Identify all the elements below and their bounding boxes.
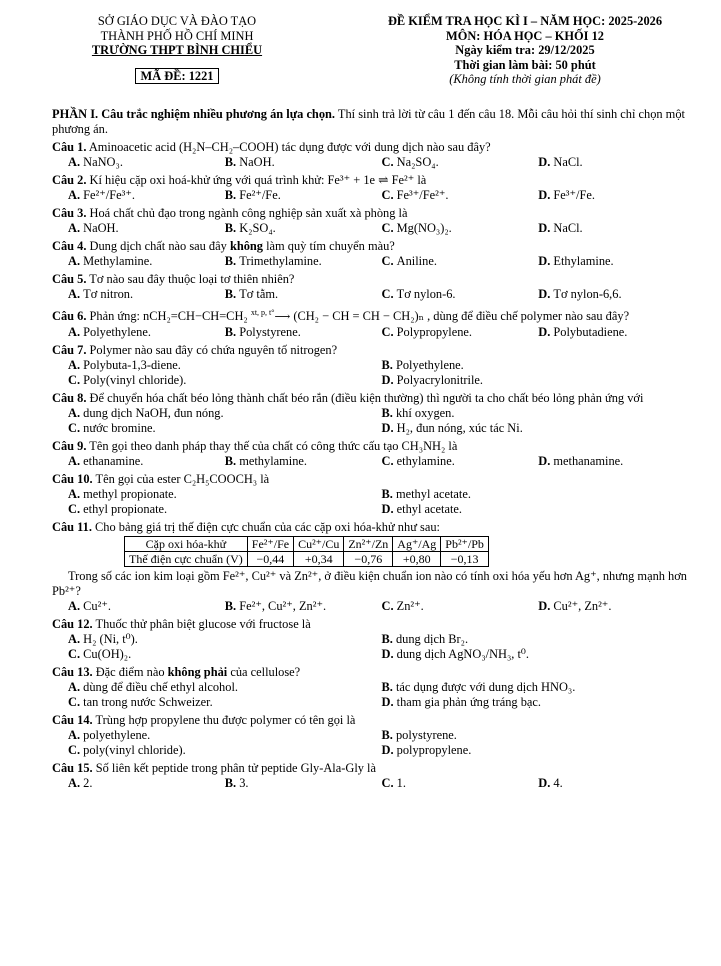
question-text: Hoá chất chủ đạo trong ngành công nghiệp sản xuất xà phòng là <box>86 205 408 220</box>
question-11-text2: Trong số các ion kim loại gồm Fe²⁺, Cu²⁺ và Zn²⁺, ở điều kiện chuẩn ion nào có tính oxi hóa yếu hơn Ag⁺, nhưng mạnh hơn Pb²⁺? <box>52 568 688 598</box>
option-label: C. <box>68 742 84 757</box>
option-text: Methylamine. <box>83 253 153 268</box>
option-label: A. <box>68 187 84 202</box>
table-cell: Zn²⁺/Zn <box>344 536 393 551</box>
option-a <box>68 358 382 373</box>
option-b <box>225 599 382 614</box>
question-number: Câu 8. <box>52 390 87 405</box>
option-a <box>68 325 225 340</box>
option-text: methanamine. <box>553 453 624 468</box>
potential-table <box>124 536 489 567</box>
option-label: D. <box>381 501 397 516</box>
option-d <box>538 188 695 203</box>
exam-date: Ngày kiểm tra: 29/12/2025 <box>455 43 595 57</box>
option-label: A. <box>68 486 84 501</box>
option-label: D. <box>538 220 554 235</box>
table-cell: +0,34 <box>294 551 344 566</box>
option-b <box>382 406 696 421</box>
option-text: polypropylene. <box>396 742 472 757</box>
option-text: ethanamine. <box>83 453 144 468</box>
option-c <box>382 776 539 791</box>
question-text: Tơ nào sau đây thuộc loại tơ thiên nhiên? <box>86 271 295 286</box>
option-c <box>382 599 539 614</box>
option-c <box>382 254 539 269</box>
options-15 <box>52 776 695 791</box>
option-a <box>68 406 382 421</box>
question-8 <box>52 391 695 406</box>
option-text: dung dịch NaOH, đun nóng. <box>83 405 224 420</box>
option-c <box>68 695 382 710</box>
option-text: Tơ nitron. <box>83 286 134 301</box>
option-text: tan trong nước Schweizer. <box>83 694 213 709</box>
question-text: Phản ứng: nCH₂=CH−CH=CH₂ <box>86 308 251 323</box>
option-label: C. <box>381 324 397 339</box>
option-label: A. <box>68 220 84 235</box>
option-text: Poly(vinyl chloride). <box>83 372 187 387</box>
option-text: Polystyrene. <box>239 324 301 339</box>
option-d <box>382 373 696 388</box>
table-cell: −0,44 <box>247 551 293 566</box>
options-8a <box>52 406 695 421</box>
option-label: C. <box>381 220 397 235</box>
option-label: A. <box>68 154 84 169</box>
question-12 <box>52 617 695 632</box>
option-b <box>382 358 696 373</box>
option-text: Polypropylene. <box>396 324 473 339</box>
option-text: methyl propionate. <box>83 486 177 501</box>
option-c <box>68 743 382 758</box>
option-label: D. <box>538 775 554 790</box>
option-label: B. <box>224 253 240 268</box>
option-label: A. <box>68 727 84 742</box>
option-a <box>68 599 225 614</box>
option-text: Cu(OH)₂. <box>83 646 132 661</box>
option-label: C. <box>68 694 84 709</box>
question-text: (CH₂ − CH = CH − CH₂)ₙ , dùng để điều chế polymer nào sau đây? <box>290 308 630 323</box>
option-a <box>68 254 225 269</box>
question-number: Câu 2. <box>52 172 87 187</box>
duration: Thời gian làm bài: 50 phút <box>454 57 596 72</box>
option-text: Fe²⁺/Fe³⁺. <box>83 187 135 202</box>
option-a <box>68 155 225 170</box>
school: TRƯỜNG THPT BÌNH CHIỂU <box>91 43 263 57</box>
question-1 <box>52 140 695 155</box>
option-a <box>68 188 225 203</box>
option-label: B. <box>381 631 396 646</box>
question-text: Aminoacetic acid (H₂N–CH₂–COOH) tác dụng được với dung dịch nào sau đây? <box>86 139 491 154</box>
question-number: Câu 7. <box>52 342 87 357</box>
option-label: B. <box>381 727 396 742</box>
option-text: NaOH. <box>83 220 119 235</box>
option-label: B. <box>224 453 240 468</box>
option-text: Zn²⁺. <box>396 598 424 613</box>
option-label: B. <box>224 220 240 235</box>
option-b <box>225 221 382 236</box>
option-b <box>225 325 382 340</box>
option-b <box>225 776 382 791</box>
option-c <box>68 421 382 436</box>
option-label: D. <box>538 286 554 301</box>
option-text: khí oxygen. <box>395 405 455 420</box>
option-label: A. <box>68 598 84 613</box>
option-b <box>225 188 382 203</box>
question-13 <box>52 665 695 680</box>
option-label: C. <box>381 775 397 790</box>
option-label: A. <box>68 253 84 268</box>
option-b <box>225 254 382 269</box>
part1-title: PHẦN I. Câu trắc nghiệm nhiều phương án lựa chọn. <box>52 106 336 121</box>
question-text: Tên gọi của ester C₂H₅COOCH₃ là <box>92 471 270 486</box>
question-11 <box>52 520 695 535</box>
part1-desc: Thí sinh trả lời từ câu 1 đến câu 18. Mỗi câu hỏi thí sinh chỉ chọn một phương án. <box>52 106 685 136</box>
option-c <box>382 221 539 236</box>
option-a <box>68 632 382 647</box>
table-cell: Cặp oxi hóa-khử <box>125 536 248 551</box>
options-14a <box>52 728 695 743</box>
option-label: D. <box>538 187 554 202</box>
option-text: nước bromine. <box>83 420 156 435</box>
options-13b <box>52 695 695 710</box>
table-cell: Ag⁺/Ag <box>393 536 441 551</box>
options-1 <box>52 155 695 170</box>
option-label: C. <box>68 646 84 661</box>
option-text: NaNO₃. <box>83 154 123 169</box>
option-d <box>382 695 696 710</box>
option-text: 1. <box>396 775 406 790</box>
option-c <box>68 502 382 517</box>
option-label: D. <box>381 372 397 387</box>
reaction-condition: xt, p, t° <box>250 307 275 317</box>
option-label: C. <box>381 453 397 468</box>
question-9 <box>52 439 695 454</box>
question-text: Tên gọi theo danh pháp thay thế của chất có công thức cấu tạo CH₃NH₂ là <box>86 438 458 453</box>
arrow-icon: ⟶ <box>274 310 291 323</box>
option-a <box>68 680 382 695</box>
option-text: H₂ (Ni, t⁰). <box>83 631 138 646</box>
city: THÀNH PHỐ HỒ CHÍ MINH <box>100 28 254 43</box>
option-label: A. <box>68 324 84 339</box>
option-label: B. <box>381 679 396 694</box>
option-d <box>382 647 696 662</box>
option-a <box>68 454 225 469</box>
option-label: B. <box>381 405 396 420</box>
option-d <box>538 325 695 340</box>
option-label: A. <box>68 775 84 790</box>
option-text: dung dịch AgNO₃/NH₃, t⁰. <box>396 646 530 661</box>
option-text: Polybuta-1,3-diene. <box>83 357 181 372</box>
option-label: A. <box>68 357 84 372</box>
option-text: dùng để điều chế ethyl alcohol. <box>83 679 238 694</box>
option-c <box>382 325 539 340</box>
option-text: NaCl. <box>553 154 583 169</box>
option-label: C. <box>381 187 397 202</box>
option-label: D. <box>538 598 554 613</box>
option-text: Na₂SO₄. <box>396 154 439 169</box>
option-text: methyl acetate. <box>395 486 471 501</box>
option-label: D. <box>381 420 397 435</box>
question-15 <box>52 761 695 776</box>
option-d <box>382 502 696 517</box>
exam-title: ĐỀ KIỂM TRA HỌC KÌ I – NĂM HỌC: 2025-2026 <box>387 14 663 28</box>
option-label: A. <box>68 405 84 420</box>
options-9 <box>52 454 695 469</box>
option-text: poly(vinyl chloride). <box>83 742 186 757</box>
option-label: C. <box>381 286 397 301</box>
option-text: polystyrene. <box>395 727 457 742</box>
option-label: D. <box>538 453 554 468</box>
option-label: C. <box>68 501 84 516</box>
question-number: Câu 13. <box>52 664 93 679</box>
option-label: D. <box>381 694 397 709</box>
header <box>52 14 695 87</box>
option-d <box>538 287 695 302</box>
options-5 <box>52 287 695 302</box>
option-text: 3. <box>239 775 249 790</box>
question-text: Dung dịch chất nào sau đây <box>86 238 230 253</box>
option-text: ethyl propionate. <box>83 501 168 516</box>
option-d <box>538 776 695 791</box>
option-a <box>68 221 225 236</box>
question-6 <box>52 305 695 325</box>
option-text: Fe³⁺/Fe. <box>553 187 595 202</box>
option-a <box>68 287 225 302</box>
option-d <box>538 599 695 614</box>
option-b <box>382 487 696 502</box>
option-c <box>68 373 382 388</box>
option-text: Fe³⁺/Fe²⁺. <box>396 187 449 202</box>
options-8b <box>52 421 695 436</box>
option-b <box>382 728 696 743</box>
exam-code: MÃ ĐỀ: 1221 <box>135 68 220 85</box>
option-label: D. <box>538 324 554 339</box>
question-number: Câu 5. <box>52 271 87 286</box>
option-text: Cu²⁺. <box>83 598 111 613</box>
option-text: tác dụng được với dung dịch HNO₃. <box>395 679 576 694</box>
option-text: Polyethylene. <box>83 324 151 339</box>
option-label: A. <box>68 453 84 468</box>
option-label: B. <box>224 598 240 613</box>
option-text: Mg(NO₃)₂. <box>396 220 452 235</box>
option-label: B. <box>381 357 396 372</box>
option-text: K₂SO₄. <box>239 220 276 235</box>
question-text: Cho bảng giá trị thế điện cực chuẩn của các cặp oxi hóa-khử như sau: <box>91 519 440 534</box>
table-row <box>125 551 489 566</box>
option-text: tham gia phản ứng tráng bạc. <box>396 694 541 709</box>
options-4 <box>52 254 695 269</box>
option-text: Polyacrylonitrile. <box>396 372 484 387</box>
option-b <box>382 680 696 695</box>
table-cell: Thế điện cực chuẩn (V) <box>125 551 248 566</box>
question-number: Câu 11. <box>52 519 92 534</box>
option-text: Aniline. <box>396 253 437 268</box>
options-6 <box>52 325 695 340</box>
option-label: C. <box>381 598 397 613</box>
option-d <box>538 155 695 170</box>
question-number: Câu 10. <box>52 471 93 486</box>
question-emphasis: không <box>229 238 264 253</box>
question-number: Câu 12. <box>52 616 93 631</box>
option-text: H₂, đun nóng, xúc tác Ni. <box>396 420 523 435</box>
options-2 <box>52 188 695 203</box>
option-text: 2. <box>83 775 93 790</box>
question-5 <box>52 272 695 287</box>
table-cell: Fe²⁺/Fe <box>247 536 293 551</box>
options-10a <box>52 487 695 502</box>
question-3 <box>52 206 695 221</box>
option-text: Polybutadiene. <box>553 324 628 339</box>
option-c <box>382 155 539 170</box>
option-text: NaCl. <box>553 220 583 235</box>
option-c <box>382 188 539 203</box>
option-text: ethylamine. <box>396 453 455 468</box>
question-number: Câu 3. <box>52 205 87 220</box>
option-b <box>382 632 696 647</box>
question-10 <box>52 472 695 487</box>
question-number: Câu 4. <box>52 238 87 253</box>
department: SỞ GIÁO DỤC VÀ ĐÀO TẠO <box>97 14 257 28</box>
options-7b <box>52 373 695 388</box>
question-14 <box>52 713 695 728</box>
option-label: D. <box>381 646 397 661</box>
question-text: Thuốc thử phân biệt glucose với fructose là <box>92 616 311 631</box>
option-label: C. <box>68 420 84 435</box>
option-d <box>538 454 695 469</box>
table-cell: Pb²⁺/Pb <box>441 536 489 551</box>
question-number: Câu 6. <box>52 308 87 323</box>
question-number: Câu 1. <box>52 139 87 154</box>
option-a <box>68 487 382 502</box>
option-text: Tơ tằm. <box>239 286 279 301</box>
options-12b <box>52 647 695 662</box>
question-text: Polymer nào sau đây có chứa nguyên tố nitrogen? <box>86 342 338 357</box>
option-text: Ethylamine. <box>553 253 614 268</box>
table-cell: −0,76 <box>344 551 393 566</box>
header-left <box>52 14 302 87</box>
option-text: Tơ nylon-6,6. <box>553 286 622 301</box>
question-number: Câu 14. <box>52 712 93 727</box>
question-text: của cellulose? <box>227 664 301 679</box>
option-text: Fe²⁺, Cu²⁺, Zn²⁺. <box>239 598 327 613</box>
option-text: Polyethylene. <box>395 357 464 372</box>
option-text: ethyl acetate. <box>396 501 463 516</box>
part1-instructions <box>52 107 695 137</box>
table-cell: −0,13 <box>441 551 489 566</box>
options-3 <box>52 221 695 236</box>
option-text: Fe²⁺/Fe. <box>239 187 281 202</box>
question-text: Kí hiệu cặp oxi hoá-khử ứng với quá trình khử: Fe³⁺ + 1e ⇌ Fe²⁺ là <box>86 172 427 187</box>
option-d <box>538 221 695 236</box>
option-label: A. <box>68 631 84 646</box>
question-number: Câu 15. <box>52 760 93 775</box>
option-label: B. <box>224 154 240 169</box>
option-b <box>225 155 382 170</box>
option-label: B. <box>224 286 240 301</box>
question-text: Số liên kết peptide trong phân tử peptide Gly-Ala-Gly là <box>92 760 377 775</box>
option-d <box>382 421 696 436</box>
option-text: Cu²⁺, Zn²⁺. <box>553 598 612 613</box>
reaction-arrow <box>251 305 290 325</box>
question-text: Đặc điểm nào <box>92 664 168 679</box>
option-c <box>68 647 382 662</box>
header-right <box>355 14 695 87</box>
option-label: C. <box>381 253 397 268</box>
options-10b <box>52 502 695 517</box>
option-text: Tơ nylon-6. <box>396 286 456 301</box>
question-text: Để chuyển hóa chất béo lỏng thành chất béo rắn (điều kiện thường) thì người ta cho chất béo lỏng phản ứng với <box>86 390 644 405</box>
option-text: 4. <box>553 775 563 790</box>
option-label: D. <box>538 154 554 169</box>
option-label: B. <box>224 187 240 202</box>
option-a <box>68 776 225 791</box>
subject: MÔN: HÓA HỌC – KHỐI 12 <box>446 28 604 43</box>
option-c <box>382 287 539 302</box>
question-4 <box>52 239 695 254</box>
option-d <box>538 254 695 269</box>
option-label: D. <box>538 253 554 268</box>
option-text: polyethylene. <box>83 727 151 742</box>
question-number: Câu 9. <box>52 438 87 453</box>
option-label: C. <box>68 372 84 387</box>
option-label: D. <box>381 742 397 757</box>
option-a <box>68 728 382 743</box>
option-text: methylamine. <box>239 453 308 468</box>
option-text: Trimethylamine. <box>239 253 322 268</box>
duration-note: (Không tính thời gian phát đề) <box>449 72 601 86</box>
option-b <box>225 287 382 302</box>
option-label: A. <box>68 286 84 301</box>
option-text: NaOH. <box>239 154 275 169</box>
option-label: C. <box>381 154 397 169</box>
option-text: dung dịch Br₂. <box>395 631 469 646</box>
option-d <box>382 743 696 758</box>
table-row <box>125 536 489 551</box>
options-13a <box>52 680 695 695</box>
options-12a <box>52 632 695 647</box>
table-cell: +0,80 <box>393 551 441 566</box>
option-label: A. <box>68 679 84 694</box>
table-cell: Cu²⁺/Cu <box>294 536 344 551</box>
question-text: Trùng hợp propylene thu được polymer có tên gọi là <box>92 712 356 727</box>
option-label: B. <box>224 324 240 339</box>
question-7 <box>52 343 695 358</box>
option-c <box>382 454 539 469</box>
option-b <box>225 454 382 469</box>
option-label: B. <box>224 775 240 790</box>
options-14b <box>52 743 695 758</box>
options-11 <box>52 599 695 614</box>
question-emphasis: không phải <box>167 664 228 679</box>
question-text: làm quỳ tím chuyển màu? <box>263 238 395 253</box>
option-label: B. <box>381 486 396 501</box>
options-7a <box>52 358 695 373</box>
question-2 <box>52 173 695 188</box>
